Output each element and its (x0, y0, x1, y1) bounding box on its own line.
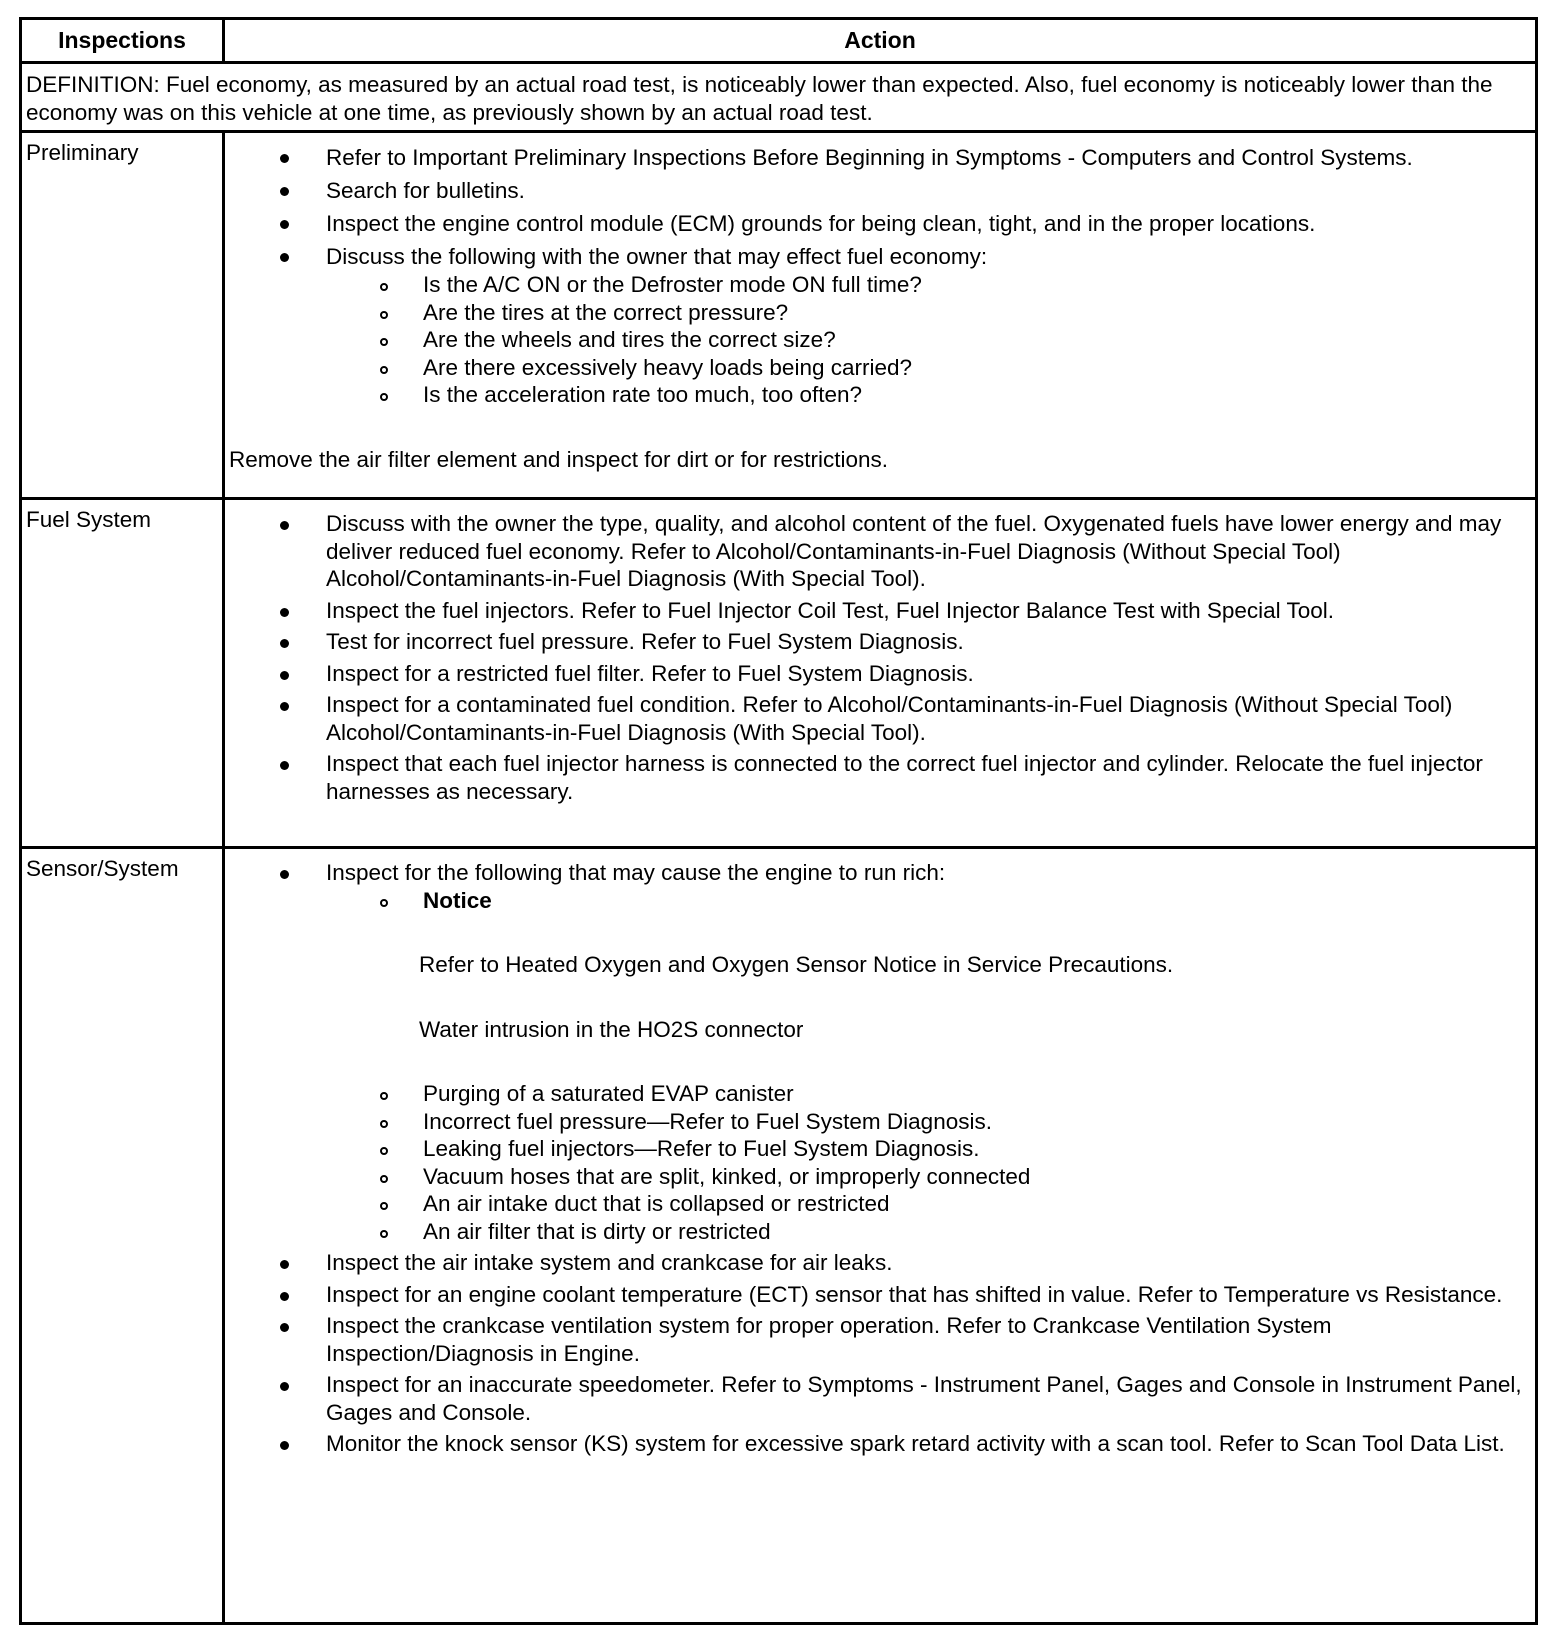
bullet-icon (280, 1441, 289, 1450)
definition-row: DEFINITION: Fuel economy, as measured by an actual road test, is noticeably lower than expected. Also, fuel economy is noticeably lower than the economy was on this vehicle at one time, as previously shown by an actual road test. (22, 64, 1535, 133)
list-item-text: Test for incorrect fuel pressure. Refer to Fuel System Diagnosis. (326, 629, 964, 654)
list-item (225, 242, 1529, 409)
sub-item-text: Vacuum hoses that are split, kinked, or improperly connected (423, 1163, 1031, 1189)
circle-bullet-icon (380, 1120, 388, 1128)
list-item-text: Search for bulletins. (326, 178, 525, 203)
sub-list-item (225, 381, 1529, 409)
list-item-text: Inspect the engine control module (ECM) grounds for being clean, tight, and in the proper locations. (326, 211, 1316, 236)
bullet-icon (280, 253, 289, 262)
circle-bullet-icon (380, 1175, 388, 1183)
row-label-sensor-system: Sensor/System (22, 849, 225, 1622)
list-item-text: Refer to Important Preliminary Inspections Before Beginning in Symptoms - Computers and Control Systems. (326, 145, 1413, 170)
sub-item-text: Are there excessively heavy loads being carried? (423, 354, 913, 380)
list-item (225, 1249, 1529, 1277)
sub-list-item (225, 271, 1529, 299)
list-item (225, 597, 1529, 625)
circle-bullet-icon (380, 393, 388, 401)
list-item (225, 691, 1529, 746)
sub-item-text: An air filter that is dirty or restricted (423, 1218, 771, 1244)
bullet-icon (280, 702, 289, 711)
circle-bullet-icon (380, 1230, 388, 1238)
bullet-icon (280, 639, 289, 648)
sub-list-item (225, 326, 1529, 354)
bullet-icon (280, 1292, 289, 1301)
row-actions-preliminary (225, 133, 1535, 497)
row-label-fuel-system: Fuel System (22, 500, 225, 846)
row-label-preliminary: Preliminary (22, 133, 225, 497)
sub-item-text: Purging of a saturated EVAP canister (423, 1081, 794, 1106)
list-item-text: Discuss with the owner the type, quality, and alcohol content of the fuel. Oxygenated fuels have lower energy and may deliver reduced fuel economy. Refer to Alcohol/Contaminants-in-Fuel Diagnosis (Without Special Tool) Alcohol/Contaminants-in-Fuel Diagnosis (With Special Tool). (326, 511, 1502, 591)
list-item-text: Inspect for an engine coolant temperature (ECT) sensor that has shifted in value. Refer to Temperature vs Resistance. (326, 1281, 1503, 1307)
list-item (225, 628, 1529, 656)
bullet-icon (280, 220, 289, 229)
bullet-icon (280, 671, 289, 680)
list-item (225, 1430, 1529, 1458)
list-item-text: Inspect for an inaccurate speedometer. Refer to Symptoms - Instrument Panel, Gages and Console in Instrument Panel, Gages and Console. (326, 1372, 1522, 1425)
list-item-text: Discuss the following with the owner that may effect fuel economy: (326, 244, 988, 269)
header-action: Action (844, 27, 916, 53)
diagnosis-table (19, 17, 1538, 1625)
sub-item-text: Are the tires at the correct pressure? (423, 299, 789, 325)
list-item-text: Inspect the fuel injectors. Refer to Fuel Injector Coil Test, Fuel Injector Balance Test with Special Tool. (326, 597, 1335, 623)
bullet-icon (280, 154, 289, 163)
row-actions-sensor-system (225, 849, 1535, 1622)
sub-item-text: Incorrect fuel pressure—Refer to Fuel System Diagnosis. (423, 1108, 992, 1134)
circle-bullet-icon (380, 366, 388, 374)
sub-item-text: Leaking fuel injectors—Refer to Fuel System Diagnosis. (423, 1136, 980, 1161)
bullet-icon (280, 1323, 289, 1332)
trailing-text: Remove the air filter element and inspect for dirt or for restrictions. (229, 446, 889, 472)
circle-bullet-icon (380, 899, 388, 907)
list-item (225, 859, 1529, 1245)
list-item (225, 176, 1529, 205)
list-item-text: Monitor the knock sensor (KS) system for excessive spark retard activity with a scan tool. Refer to Scan Tool Data List. (326, 1431, 1505, 1456)
list-item-text: Inspect that each fuel injector harness is connected to the correct fuel injector and cylinder. Relocate the fuel injector harnesses as necessary. (326, 751, 1483, 804)
list-item (225, 1281, 1529, 1309)
sub-item-text: Are the wheels and tires the correct size? (423, 327, 836, 352)
bullet-icon (280, 1260, 289, 1269)
row-actions-fuel-system (225, 500, 1535, 846)
list-item-text: Inspect the air intake system and crankcase for air leaks. (326, 1250, 893, 1275)
circle-bullet-icon (380, 1147, 388, 1155)
table-row-fuel-system (22, 500, 1535, 849)
list-item (225, 1371, 1529, 1426)
list-item (225, 510, 1529, 593)
sub-list-item (225, 354, 1529, 382)
table-header (22, 20, 1535, 64)
circle-bullet-icon (380, 283, 388, 291)
sub-list-item (225, 887, 1529, 915)
list-item (225, 660, 1529, 688)
notice-item: Water intrusion in the HO2S connector (419, 1016, 804, 1042)
circle-bullet-icon (380, 311, 388, 319)
list-item (225, 143, 1529, 172)
notice-text: Refer to Heated Oxygen and Oxygen Sensor Notice in Service Precautions. (419, 952, 1174, 977)
sub-list-item (225, 299, 1529, 327)
sub-list-item (225, 1108, 1529, 1136)
list-item-text: Inspect for a restricted fuel filter. Refer to Fuel System Diagnosis. (326, 660, 974, 686)
bullet-icon (280, 187, 289, 196)
sub-item-text: An air intake duct that is collapsed or restricted (423, 1191, 890, 1216)
table-row-preliminary (22, 133, 1535, 500)
bullet-icon (280, 761, 289, 770)
bullet-icon (280, 1382, 289, 1391)
header-inspections: Inspections (22, 20, 225, 61)
sub-item-text: Is the acceleration rate too much, too often? (423, 382, 863, 407)
notice-title: Notice (423, 887, 492, 913)
circle-bullet-icon (380, 1202, 388, 1210)
circle-bullet-icon (380, 338, 388, 346)
sub-list-item (225, 1080, 1529, 1108)
bullet-icon (280, 521, 289, 530)
bullet-icon (280, 870, 289, 879)
sub-list-item (225, 1218, 1529, 1246)
table-row-sensor-system (22, 849, 1535, 1622)
sub-list-item (225, 1190, 1529, 1218)
list-item-text: Inspect for the following that may cause the engine to run rich: (326, 860, 946, 885)
sub-list-item (225, 1135, 1529, 1163)
list-item-text: Inspect for a contaminated fuel condition. Refer to Alcohol/Contaminants-in-Fuel Diagnosis (Without Special Tool) Alcohol/Contaminants-in-Fuel Diagnosis (With Special Tool). (326, 692, 1453, 745)
list-item (225, 1312, 1529, 1367)
list-item-text: Inspect the crankcase ventilation system for proper operation. Refer to Crankcase Ventilation System Inspection/Diagnosis in Engine. (326, 1313, 1332, 1366)
list-item (225, 209, 1529, 238)
bullet-icon (280, 608, 289, 617)
sub-list-item (225, 1163, 1529, 1191)
sub-item-text: Is the A/C ON or the Defroster mode ON full time? (423, 272, 922, 297)
circle-bullet-icon (380, 1092, 388, 1100)
list-item (225, 750, 1529, 805)
